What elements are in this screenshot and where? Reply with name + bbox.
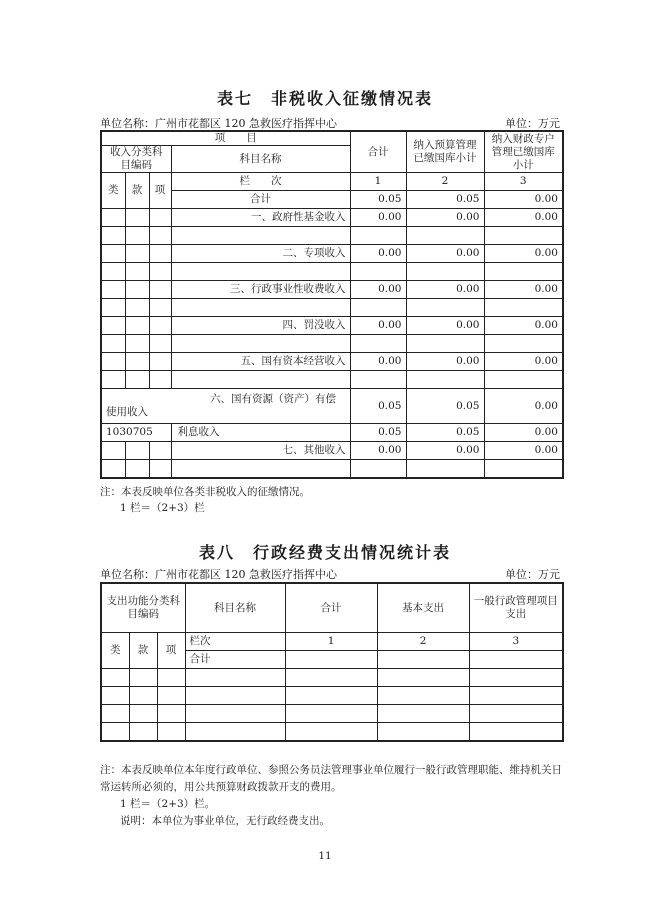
t7-row-name: 五、国有资本经营收入: [171, 353, 350, 371]
t8-header-code: 支出功能分类科目编码: [101, 583, 185, 633]
t7-code-cell: [149, 371, 171, 389]
t7-code-cell: [125, 353, 149, 371]
t7-note-1: 注：本表反映单位各类非税收入的征缴情况。: [100, 486, 310, 498]
table-row: [101, 723, 563, 742]
t8-cell: [157, 705, 185, 723]
table-row: [101, 227, 563, 245]
t7-row-special: 0.00: [484, 389, 563, 424]
t8-cell: [129, 669, 157, 687]
t8-header-general: 一般行政管理项目支出: [469, 583, 563, 633]
t7-row-special: 0.00: [484, 424, 563, 442]
t7-code-cell: [149, 460, 171, 479]
t7-row-special: [484, 335, 563, 353]
t8-cell: [469, 723, 563, 742]
table-row: [101, 353, 563, 371]
t8-col-num-3: 3: [469, 633, 563, 651]
t7-code-cell: [101, 317, 125, 335]
t7-code-cell: [125, 335, 149, 353]
t8-cell: [185, 687, 285, 705]
table-row: [101, 317, 563, 335]
table7: [100, 130, 564, 479]
t8-cell: [101, 705, 129, 723]
t7-code-cell: [101, 353, 125, 371]
t7-code-cell: [101, 371, 125, 389]
t7-row-special: 0.00: [484, 353, 563, 371]
t7-row-total: [350, 335, 406, 353]
t7-code-cell: [149, 335, 171, 353]
t7-row-total: [350, 371, 406, 389]
t7-code-cell: [125, 227, 149, 245]
t7-code-cell: [125, 263, 149, 281]
t7-row-name: [171, 460, 350, 479]
t7-header-lei: 类: [101, 173, 125, 209]
t7-code-cell: [101, 335, 125, 353]
t7-row-name: [171, 335, 350, 353]
t7-row-name: 合计: [171, 191, 350, 209]
table-row: [101, 389, 563, 424]
table-row: [101, 299, 563, 317]
t7-body: [101, 209, 563, 479]
t7-row-name: 四、罚没收入: [171, 317, 350, 335]
t7-row-budget: 0.00: [406, 245, 484, 263]
t7-row-total: 0.00: [350, 317, 406, 335]
t7-code-cell: [149, 442, 171, 460]
t7-row-total: 0.05: [350, 389, 406, 424]
t7-row-budget: 0.05: [406, 424, 484, 442]
table8: [100, 582, 564, 742]
table-row: [101, 424, 563, 442]
t7-row-budget: 0.00: [406, 317, 484, 335]
t7-col-num-2: 2: [406, 173, 484, 191]
table8-title: 表八 行政经费支出情况统计表: [198, 543, 451, 562]
t7-code-cell: [125, 371, 149, 389]
table-row: [101, 705, 563, 723]
t8-cell: [285, 705, 377, 723]
t7-row-total: [350, 263, 406, 281]
t7-code-cell: [125, 317, 149, 335]
t8-cell: [101, 669, 129, 687]
t7-code-cell: [101, 460, 125, 479]
t7-row-total: [350, 299, 406, 317]
t7-code-cell: [149, 227, 171, 245]
t7-code-cell: [125, 442, 149, 460]
t7-col-num-1: 1: [350, 173, 406, 191]
t8-cell: [129, 723, 157, 742]
table7-title: 表七 非税收入征缴情况表: [216, 89, 433, 108]
t7-row-name: [171, 227, 350, 245]
t7-row-total: 0.00: [350, 442, 406, 460]
t7-row-code: 1030705: [101, 424, 171, 442]
t8-body: [101, 669, 563, 742]
t7-row-name: 六、国有资源（资产）有偿使用收入: [101, 389, 350, 424]
t7-code-cell: [149, 317, 171, 335]
table8-unit: 单位：万元: [505, 568, 560, 581]
t7-row-special: [484, 263, 563, 281]
t7-row-name: [171, 263, 350, 281]
t7-header-special: 纳入财政专户管理已缴国库小计: [484, 131, 563, 173]
t8-cell: [285, 723, 377, 742]
t8-note-1: 注：本表反映单位本年度行政单位、参照公务员法管理事业单位履行一般行政管理职能、维持机关日常运转所必须的，用公共预算财政拨款开支的费用。: [100, 764, 562, 793]
t8-cell: [185, 723, 285, 742]
table7-unit-name: 单位名称：广州市花都区 120 急救医疗指挥中心: [100, 117, 337, 130]
t7-row-special: 0.00: [484, 281, 563, 299]
t7-code-cell: [101, 442, 125, 460]
t7-code-cell: [101, 245, 125, 263]
t7-header-subject: 科目名称: [171, 146, 350, 173]
t8-cell: [157, 669, 185, 687]
t7-header-code: 收入分类科目编码: [101, 146, 171, 173]
t7-row-name: 一、政府性基金收入: [171, 209, 350, 227]
t7-header-lanci: 栏 次: [171, 173, 350, 191]
page-number: 11: [318, 850, 332, 862]
t7-row-special: [484, 371, 563, 389]
t7-code-cell: [101, 281, 125, 299]
t7-code-cell: [101, 263, 125, 281]
t8-cell: [377, 723, 469, 742]
t7-row-special: 0.00: [484, 317, 563, 335]
t7-code-cell: [125, 460, 149, 479]
t8-cell: [377, 651, 469, 669]
t7-row-special: 0.00: [484, 209, 563, 227]
t8-cell: [129, 687, 157, 705]
t7-row-total: [350, 460, 406, 479]
t8-col-num-1: 1: [285, 633, 377, 651]
t8-header-basic: 基本支出: [377, 583, 469, 633]
t7-row-total: 0.00: [350, 245, 406, 263]
t7-code-cell: [125, 209, 149, 227]
table-row: [101, 687, 563, 705]
t8-header-total: 合计: [285, 583, 377, 633]
table-row: [101, 263, 563, 281]
t7-code-cell: [125, 281, 149, 299]
t7-row-name: 七、其他收入: [171, 442, 350, 460]
t7-row-budget: 0.00: [406, 442, 484, 460]
t8-note-2: 1 栏＝（2+3）栏。: [120, 798, 216, 810]
t8-cell: [469, 687, 563, 705]
t8-cell: [285, 669, 377, 687]
t7-row-special: 0.00: [484, 191, 563, 209]
t7-row-total: 0.00: [350, 209, 406, 227]
t7-row-special: 0.00: [484, 245, 563, 263]
t8-cell: [377, 705, 469, 723]
t7-row-name: 利息收入: [171, 424, 350, 442]
t7-code-cell: [149, 245, 171, 263]
t7-row-budget: 0.00: [406, 281, 484, 299]
table7-unit: 单位：万元: [505, 117, 560, 130]
t7-header-xiangmu: [101, 131, 350, 146]
t7-code-cell: [101, 299, 125, 317]
t7-note-2: 1 栏＝（2+3）栏: [120, 502, 205, 514]
table-row: [101, 335, 563, 353]
t7-code-cell: [101, 209, 125, 227]
t7-header-budget: 纳入预算管理已缴国库小计: [406, 131, 484, 173]
t7-row-name: [171, 371, 350, 389]
t7-xiangmu-label: 项 目: [214, 132, 257, 144]
t8-cell: [285, 687, 377, 705]
t7-row-special: [484, 227, 563, 245]
t7-row-total: 0.05: [350, 424, 406, 442]
t7-header-kuan: 款: [125, 173, 149, 209]
t8-cell: [157, 687, 185, 705]
t7-row-special: 0.00: [484, 442, 563, 460]
t7-row-budget: 0.05: [406, 389, 484, 424]
t7-row-name: [171, 299, 350, 317]
t8-header-lanci: 栏次: [185, 633, 285, 651]
t8-header-subject: 科目名称: [185, 583, 285, 633]
t7-code-cell: [125, 245, 149, 263]
t8-cell: [185, 669, 285, 687]
table-row: [101, 460, 563, 479]
t7-row-budget: [406, 335, 484, 353]
t7-code-cell: [101, 227, 125, 245]
t8-cell: [185, 705, 285, 723]
t7-row-total: [350, 227, 406, 245]
t8-cell: [469, 651, 563, 669]
t7-row-budget: 0.00: [406, 353, 484, 371]
t8-row-heji: 合计: [185, 651, 285, 669]
t8-cell: [101, 687, 129, 705]
t8-cell: [377, 687, 469, 705]
t7-row-total: 0.00: [350, 353, 406, 371]
table-row: [101, 245, 563, 263]
table-row: [101, 281, 563, 299]
t7-code-cell: [149, 209, 171, 227]
t7-header-total: 合计: [350, 131, 406, 173]
t7-code-cell: [125, 299, 149, 317]
t7-row-budget: [406, 371, 484, 389]
t8-col-num-2: 2: [377, 633, 469, 651]
t8-cell: [157, 723, 185, 742]
t8-header-xiang: 项: [157, 633, 185, 669]
t7-code-cell: [149, 299, 171, 317]
table8-unit-name: 单位名称：广州市花都区 120 急救医疗指挥中心: [100, 568, 337, 581]
t8-cell: [129, 705, 157, 723]
t8-header-kuan: 款: [129, 633, 157, 669]
t7-header-xiang: 项: [149, 173, 171, 209]
t7-row-budget: 0.00: [406, 209, 484, 227]
t8-cell: [469, 669, 563, 687]
t7-row-total: 0.00: [350, 281, 406, 299]
t7-code-cell: [149, 281, 171, 299]
t7-code-cell: [149, 353, 171, 371]
table-row: [101, 442, 563, 460]
table-row: [101, 669, 563, 687]
t7-row-budget: [406, 227, 484, 245]
t7-code-cell: [149, 263, 171, 281]
t7-row-total: 0.05: [350, 191, 406, 209]
t8-note-3: 说明：本单位为事业单位，无行政经费支出。: [120, 815, 330, 827]
table-row: [101, 371, 563, 389]
t7-row-special: [484, 299, 563, 317]
t7-row-special: [484, 460, 563, 479]
t8-cell: [101, 723, 129, 742]
t8-cell: [285, 651, 377, 669]
t8-cell: [469, 705, 563, 723]
t7-row-budget: [406, 299, 484, 317]
t7-row-name: 二、专项收入: [171, 245, 350, 263]
t7-row-budget: 0.05: [406, 191, 484, 209]
t7-row-budget: [406, 263, 484, 281]
t8-cell: [377, 669, 469, 687]
t7-row-budget: [406, 460, 484, 479]
table-row: [101, 209, 563, 227]
t7-row-name: 三、行政事业性收费收入: [171, 281, 350, 299]
t7-col-num-3: 3: [484, 173, 563, 191]
t8-header-lei: 类: [101, 633, 129, 669]
